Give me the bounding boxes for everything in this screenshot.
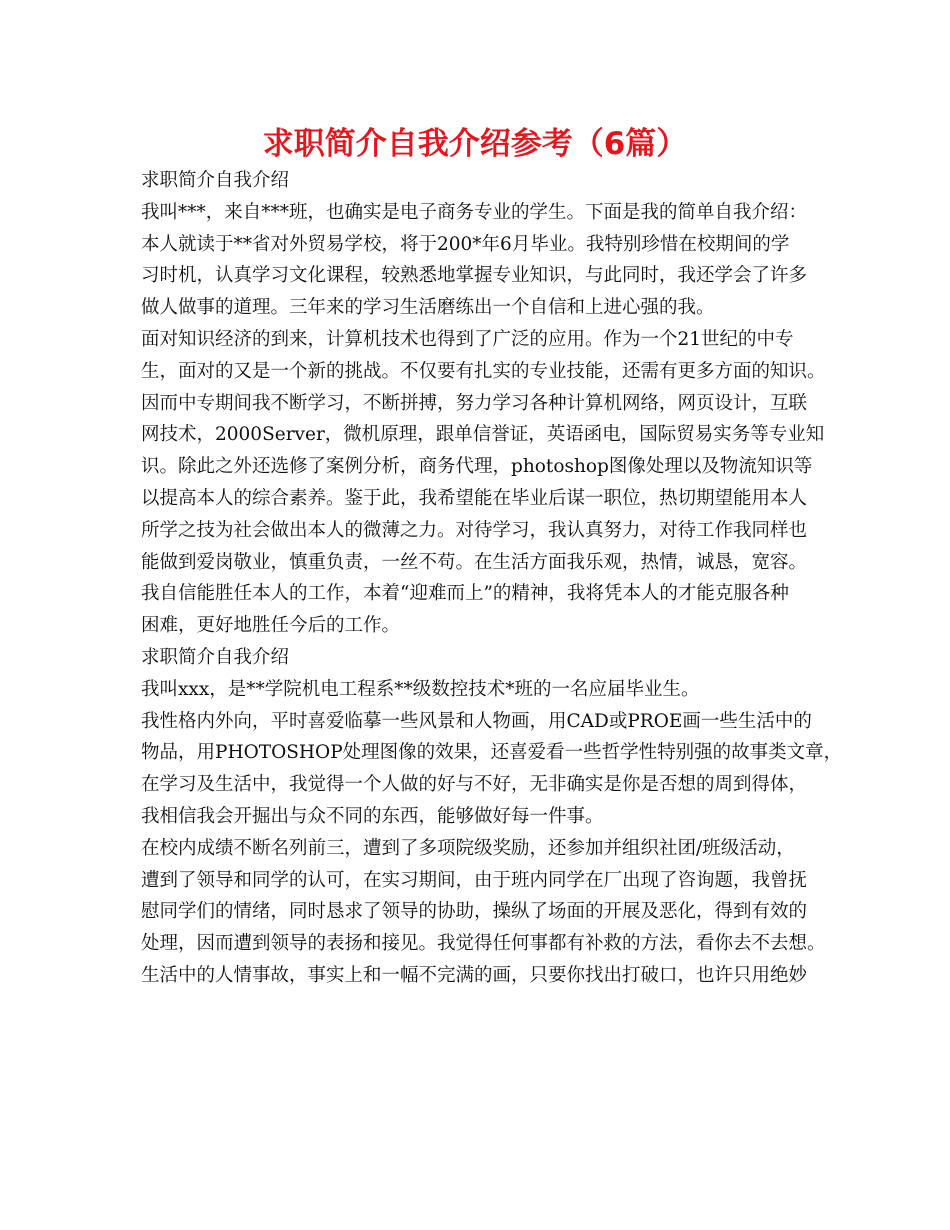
paragraph-line: 识。除此之外还选修了案例分析，商务代理，photoshop图像处理以及物流知识等 <box>141 456 813 478</box>
paragraph-line: 做人做事的道理。三年来的学习生活磨练出一个自信和上进心强的我。 <box>141 297 715 319</box>
paragraph-line: 以提高本人的综合素养。鉴于此，我希望能在毕业后谋一职位，热切期望能用本人 <box>141 487 808 509</box>
paragraph-line: 能做到爱岗敬业，慎重负责，一丝不苟。在生活方面我乐观，热情，诚恳，宽容。 <box>141 551 808 573</box>
paragraph-line: 慰同学们的情绪，同时恳求了领导的协助，操纵了场面的开展及恶化，得到有效的 <box>141 901 808 923</box>
paragraph-line: 我相信我会开掘出与众不同的东西，能够做好每一件事。 <box>141 805 604 827</box>
paragraph-line: 因而中专期间我不断学习，不断拼搏，努力学习各种计算机网络，网页设计，互联 <box>141 392 808 414</box>
paragraph-line: 在学习及生活中，我觉得一个人做的好与不好，无非确实是你是否想的周到得体， <box>141 774 808 796</box>
paragraph-line: 生活中的人情事故，事实上和一幅不完满的画，只要你找出打破口，也许只用绝妙 <box>141 964 808 986</box>
paragraph-line: 困难，更好地胜任今后的工作。 <box>141 615 401 637</box>
paragraph-line: 我叫xxx，是**学院机电工程系**级数控技术*班的一名应届毕业生。 <box>141 678 700 700</box>
section-heading: 求职简介自我介绍 <box>141 646 290 668</box>
document-body <box>141 165 841 992</box>
paragraph-line: 网技术，2000Server，微机原理，跟单信誉证，英语函电，国际贸易实务等专业知 <box>141 424 825 446</box>
paragraph-line: 遭到了领导和同学的认可，在实习期间，由于班内同学在厂出现了咨询题，我曾抚 <box>141 869 808 891</box>
paragraph-line: 我自信能胜任本人的工作，本着“迎难而上”的精神，我将凭本人的才能克服各种 <box>141 583 789 605</box>
paragraph-line: 在校内成绩不断名列前三，遭到了多项院级奖励，还参加并组织社团/班级活动， <box>141 837 795 859</box>
paragraph-line: 习时机，认真学习文化课程，较熟悉地掌握专业知识，与此同时，我还学会了许多 <box>141 265 808 287</box>
paragraph-line: 我叫***，来自***班，也确实是电子商务专业的学生。下面是我的简单自我介绍： <box>141 201 808 223</box>
paragraph-line: 生，面对的又是一个新的挑战。不仅要有扎实的专业技能，还需有更多方面的知识。 <box>141 360 826 382</box>
paragraph-line: 面对知识经济的到来，计算机技术也得到了广泛的应用。作为一个21世纪的中专 <box>141 328 794 350</box>
paragraph-line: 处理，因而遭到领导的表扬和接见。我觉得任何事都有补救的方法，看你去不去想。 <box>141 933 826 955</box>
paragraph-line: 物品，用PHOTOSHOP处理图像的效果，还喜爱看一些哲学性特别强的故事类文章， <box>141 742 843 764</box>
paragraph-line: 我性格内外向，平时喜爱临摹一些风景和人物画，用CAD或PROE画一些生活中的 <box>141 710 812 732</box>
paragraph-line: 本人就读于**省对外贸易学校，将于200*年6月毕业。我特别珍惜在校期间的学 <box>141 233 790 255</box>
document-title: 求职简介自我介绍参考（6篇） <box>262 126 688 162</box>
section-heading: 求职简介自我介绍 <box>141 170 290 191</box>
paragraph-line: 所学之技为社会做出本人的微薄之力。对待学习，我认真努力，对待工作我同样也 <box>141 519 808 541</box>
